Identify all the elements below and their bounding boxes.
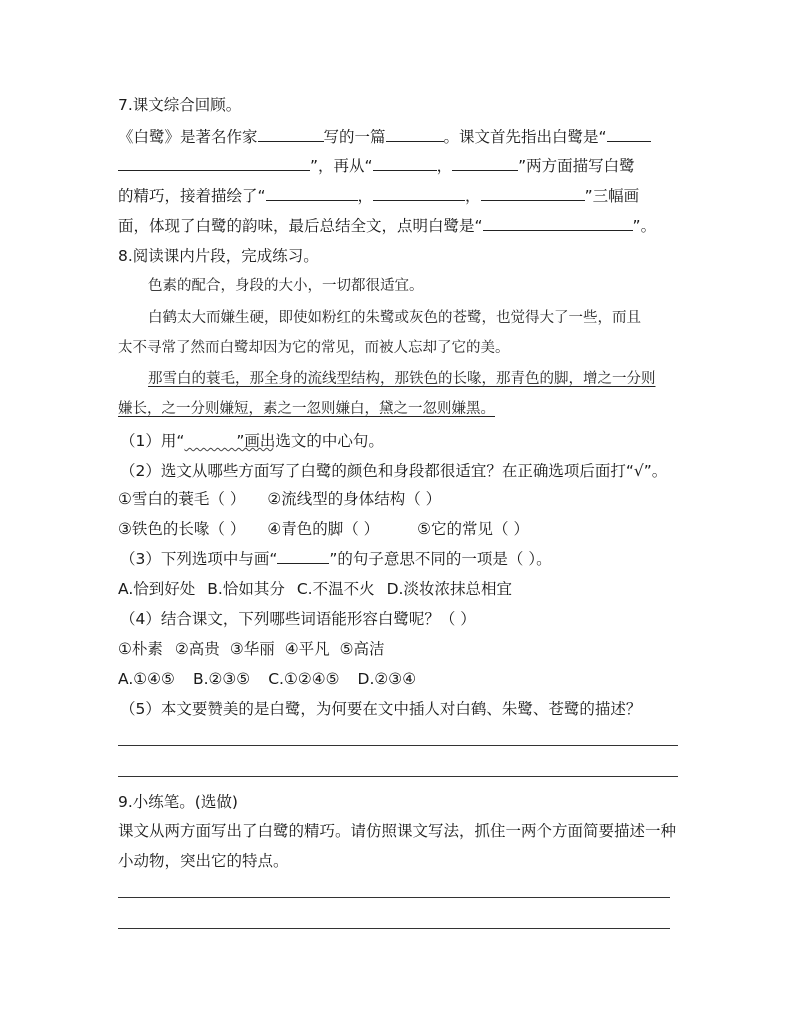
option-white-feathers[interactable]: ①雪白的蓑毛（ ） — [118, 490, 246, 508]
answer-line[interactable] — [118, 897, 670, 898]
word-1: ①朴素 — [118, 640, 163, 658]
q7-line-1 — [118, 127, 651, 147]
choice-c[interactable]: C.①②④⑤ — [268, 670, 340, 688]
q8-sub-2-options-row-1 — [118, 489, 441, 509]
passage-paragraph-1: 色素的配合，身段的大小，一切都很适宜。 — [148, 278, 424, 294]
q7-text: 面，体现了白鹭的韵味，最后总结全文，点明白鹭是“ — [118, 217, 483, 235]
q7-line-3 — [118, 186, 639, 206]
blank-author[interactable] — [258, 127, 324, 142]
q8-sub-3-text: ”的句子意思不同的一项是（ ）。 — [329, 550, 552, 568]
choice-a[interactable]: A.恰到好处 — [118, 580, 196, 598]
choice-a[interactable]: A.①④⑤ — [118, 670, 175, 688]
q9-title: 9.小练笔。(选做) — [118, 793, 238, 811]
blank-genre[interactable] — [386, 127, 444, 142]
passage-paragraph-2-line-2: 太不寻常了然而白鹭却因为它的常见，而被人忘却了它的美。 — [118, 340, 510, 356]
option-green-feet[interactable]: ④青色的脚（ ） — [267, 520, 380, 538]
word-3: ③华丽 — [229, 640, 275, 658]
choice-b[interactable]: B.恰如其分 — [207, 580, 285, 598]
q7-text: 的精巧，接着描绘了“ — [118, 187, 266, 205]
blank-conclusion[interactable] — [483, 216, 633, 231]
word-4: ④平凡 — [284, 640, 330, 658]
blank-scene-2[interactable] — [373, 186, 465, 201]
passage-paragraph-2-line-1: 白鹤太大而嫌生硬，即使如粉红的朱鹭或灰色的苍鹭，也觉得大了一些，而且 — [148, 310, 641, 326]
q7-text: 。课文首先指出白鹭是“ — [443, 128, 607, 146]
q7-line-2 — [118, 156, 635, 176]
q8-sub-3-choices — [118, 579, 512, 599]
blank-aspect-2[interactable] — [452, 156, 518, 171]
q7-text: ”，再从“ — [310, 157, 373, 175]
q8-sub-1-text: ”画出选文的中心句。 — [236, 432, 384, 450]
q7-text: ”。 — [632, 217, 657, 235]
q8-sub-3-text: （3）下列选项中与画“ — [120, 550, 278, 568]
q8-sub-4-words — [118, 639, 385, 659]
answer-line[interactable] — [118, 776, 678, 777]
blank-aspect-1[interactable] — [373, 156, 437, 171]
answer-line[interactable] — [118, 928, 670, 929]
word-5: ⑤高洁 — [339, 640, 385, 658]
blank-bailu-is-1[interactable] — [607, 127, 651, 142]
straight-line-sample — [277, 549, 329, 564]
q8-sub-2-options-row-2 — [118, 519, 529, 539]
q7-line-4 — [118, 216, 656, 236]
passage-paragraph-3-line-2 — [118, 399, 495, 419]
blank-bailu-is-2[interactable] — [118, 156, 310, 171]
option-commonness[interactable]: ⑤它的常见（ ） — [417, 520, 529, 538]
q8-title: 8.阅读课内片段，完成练习。 — [118, 247, 319, 265]
choice-d[interactable]: D.淡妆浓抹总相宜 — [386, 580, 512, 598]
q9-prompt-line-2: 小动物，突出它的特点。 — [118, 852, 289, 870]
wavy-line-sample — [184, 431, 236, 451]
q8-sub-1 — [120, 431, 384, 451]
choice-b[interactable]: B.②③⑤ — [192, 670, 251, 688]
q8-sub-4-choices — [118, 669, 416, 689]
word-2: ②高贵 — [174, 640, 220, 658]
q8-sub-5-question: （5）本文要赞美的是白鹭，为何要在文中插人对白鹤、朱鹭、苍鹭的描述？ — [120, 700, 642, 718]
option-iron-beak[interactable]: ③铁色的长喙（ ） — [118, 520, 246, 538]
q8-sub-3-question — [120, 549, 552, 569]
q7-text: ， — [465, 187, 481, 205]
q7-text: 写的一篇 — [323, 128, 386, 146]
passage-paragraph-3-line-1 — [148, 369, 656, 389]
q8-sub-4-question: （4）结合课文，下列哪些词语能形容白鹭呢？（ ） — [120, 610, 476, 628]
q7-text: 《白鹭》是著名作家 — [118, 128, 258, 146]
choice-d[interactable]: D.②③④ — [357, 670, 417, 688]
q8-sub-2-question: （2）选文从哪些方面写了白鹭的颜色和身段都很适宜？在正确选项后面打“√”。 — [120, 462, 668, 480]
underlined-sentence: 嫌长，之一分则嫌短，素之一忽则嫌白，黛之一忽则嫌黑。 — [118, 401, 495, 417]
q7-text: ”三幅画 — [584, 187, 640, 205]
q7-title: 7.课文综合回顾。 — [118, 96, 242, 114]
option-streamline-body[interactable]: ②流线型的身体结构（ ） — [267, 490, 442, 508]
blank-scene-3[interactable] — [481, 186, 585, 201]
q7-text: ， — [436, 157, 453, 175]
q7-text: ， — [357, 187, 374, 205]
q9-prompt-line-1: 课文从两方面写出了白鹭的精巧。请仿照课文写法，抓住一两个方面简要描述一种 — [118, 822, 677, 840]
choice-c[interactable]: C.不温不火 — [296, 580, 375, 598]
answer-line[interactable] — [118, 745, 678, 746]
underlined-sentence: 那雪白的蓑毛，那全身的流线型结构，那铁色的长喙，那青色的脚，增之一分则 — [148, 371, 656, 387]
blank-scene-1[interactable] — [266, 186, 358, 201]
q7-text: ”两方面描写白鹭 — [518, 157, 635, 175]
q8-sub-1-text: （1）用“ — [120, 432, 185, 450]
